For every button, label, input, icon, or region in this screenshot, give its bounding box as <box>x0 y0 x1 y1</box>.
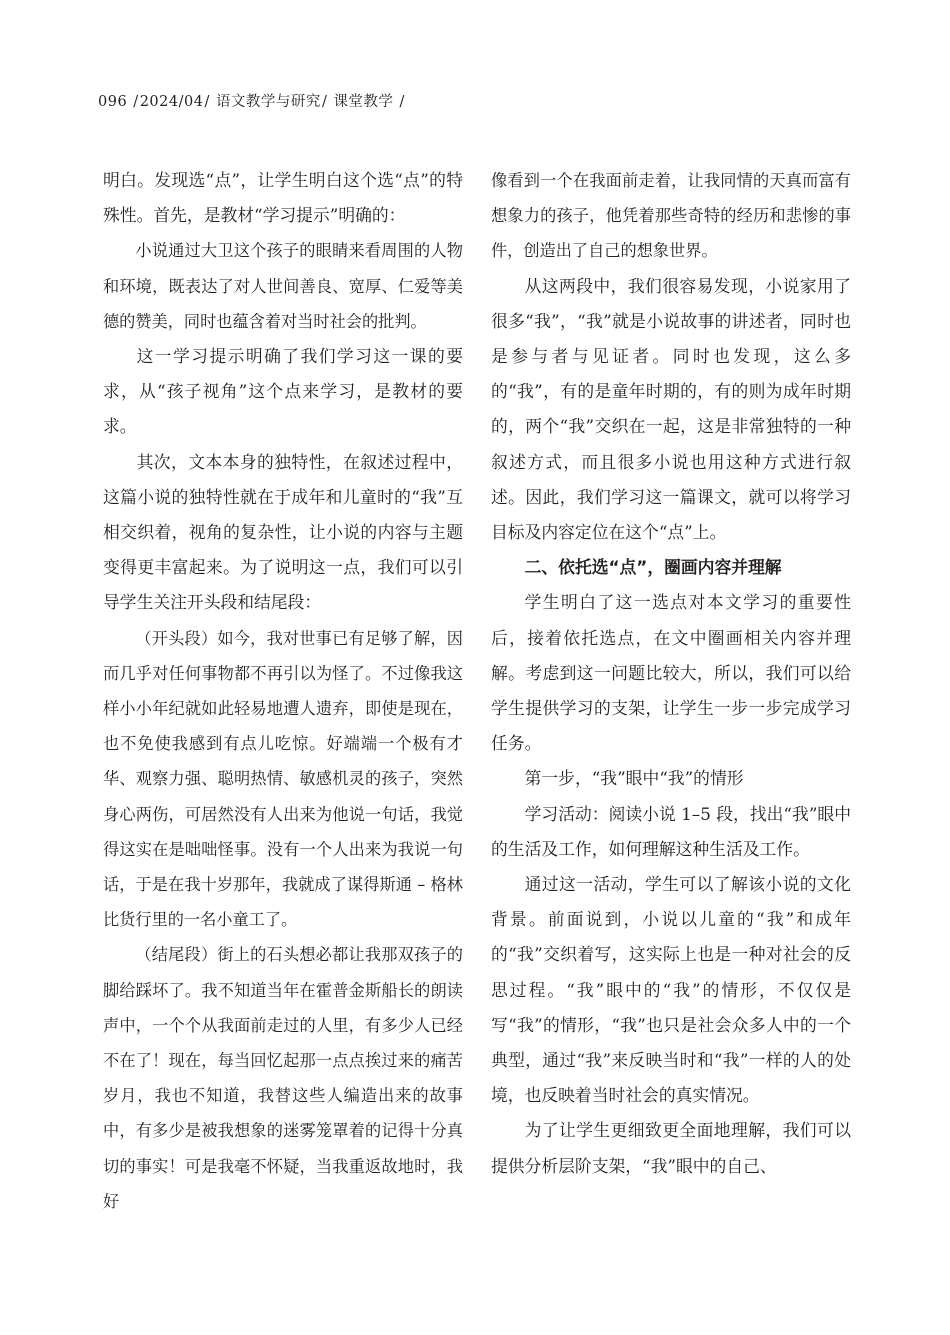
quote-closing-paragraph: （结尾段）街上的石头想必都让我那双孩子的脚给踩坏了。我不知道当年在霍普金斯船长的朗读声中，一个个从我面前走过的人里，有多少人已经不在了！现在，每当回忆起那一点点挨过来的痛苦岁月，我也不知道，我替这些人编造出来的故事中，有多少是被我想象的迷雾笼罩着的记得十分真切的事实！可是我毫不怀疑，当我重返故地时，我好 <box>103 945 463 1211</box>
right-column <box>491 163 851 1184</box>
paragraph: 明白。发现选“点”，让学生明白这个选“点”的特殊性。首先，是教材“学习提示”明确的： <box>103 170 463 226</box>
paragraph: 这一学习提示明确了我们学习这一课的要求，从“孩子视角”这个点来学习，是教材的要求。 <box>103 346 463 437</box>
left-column <box>103 163 463 1219</box>
paragraph: 通过这一活动，学生可以了解该小说的文化背景。前面说到，小说以儿童的“我”和成年的“我”交织着写，这实际上也是一种对社会的反思过程。“我”眼中的“我”的情形，不仅仅是写“我”的情形，“我”也只是社会众多人中的一个典型，通过“我”来反映当时和“我”一样的人的处境，也反映着当时社会的真实情况。 <box>491 874 851 1106</box>
paragraph: 为了让学生更细致更全面地理解，我们可以提供分析层阶支架，“我”眼中的自己、 <box>491 1120 851 1176</box>
running-header: 096 /2024/04/ 语文教学与研究/ 课堂教学 / <box>98 94 405 110</box>
column-name: 课堂教学 <box>333 94 394 110</box>
page-number: 096 <box>98 94 128 110</box>
learning-activity: 学习活动：阅读小说 1–5 段，找出“我”眼中的生活及工作，如何理解这种生活及工作。 <box>491 803 851 859</box>
quote-opening-paragraph: （开头段）如今，我对世事已有足够了解，因而几乎对任何事物都不再引以为怪了。不过像我这样小小年纪就如此轻易地遭人遗弃，即使是现在，也不免使我感到有点儿吃惊。好端端一个极有才华、观察力强、聪明热情、敏感机灵的孩子，突然身心两伤，可居然没有人出来为他说一句话，我觉得这实在是咄咄怪事。没有一个人出来为我说一句话，于是在我十岁那年，我就成了谋得斯通 – 格林比货行里的一名小童工了。 <box>103 628 463 930</box>
paragraph: 其次，文本本身的独特性，在叙述过程中，这篇小说的独特性就在于成年和儿童时的“我”互相交织着，视角的复杂性，让小说的内容与主题变得更丰富起来。为了说明这一点，我们可以引导学生关注开头段和结尾段： <box>103 451 463 613</box>
journal-name: 语文教学与研究 <box>215 94 321 110</box>
issue-date: 2024/04 <box>139 94 204 110</box>
quote-continuation: 像看到一个在我面前走着，让我同情的天真而富有想象力的孩子，他凭着那些奇特的经历和悲惨的事件，创造出了自己的想象世界。 <box>491 171 851 261</box>
quote-learning-tip: 小说通过大卫这个孩子的眼睛来看周围的人物和环境，既表达了对人世间善良、宽厚、仁爱等美德的赞美，同时也蕴含着对当时社会的批判。 <box>103 241 463 331</box>
paragraph: 学生明白了这一选点对本文学习的重要性后，接着依托选点，在文中圈画相关内容并理解。考虑到这一问题比较大，所以，我们可以给学生提供学习的支架，让学生一步一步完成学习任务。 <box>491 592 851 754</box>
section-heading: 二、依托选“点”，圈画内容并理解 <box>524 557 782 578</box>
step-heading: 第一步，“我”眼中“我”的情形 <box>524 768 744 789</box>
paragraph: 从这两段中，我们很容易发现，小说家用了很多“我”，“我”就是小说故事的讲述者，同时也是参与者与见证者。同时也发现，这么多的“我”，有的是童年时期的，有的则为成年时期的，两个“我”交织在一起，这是非常独特的一种叙述方式，而且很多小说也用这种方式进行叙述。因此，我们学习这一篇课文，就可以将学习目标及内容定位在这个“点”上。 <box>491 275 851 543</box>
